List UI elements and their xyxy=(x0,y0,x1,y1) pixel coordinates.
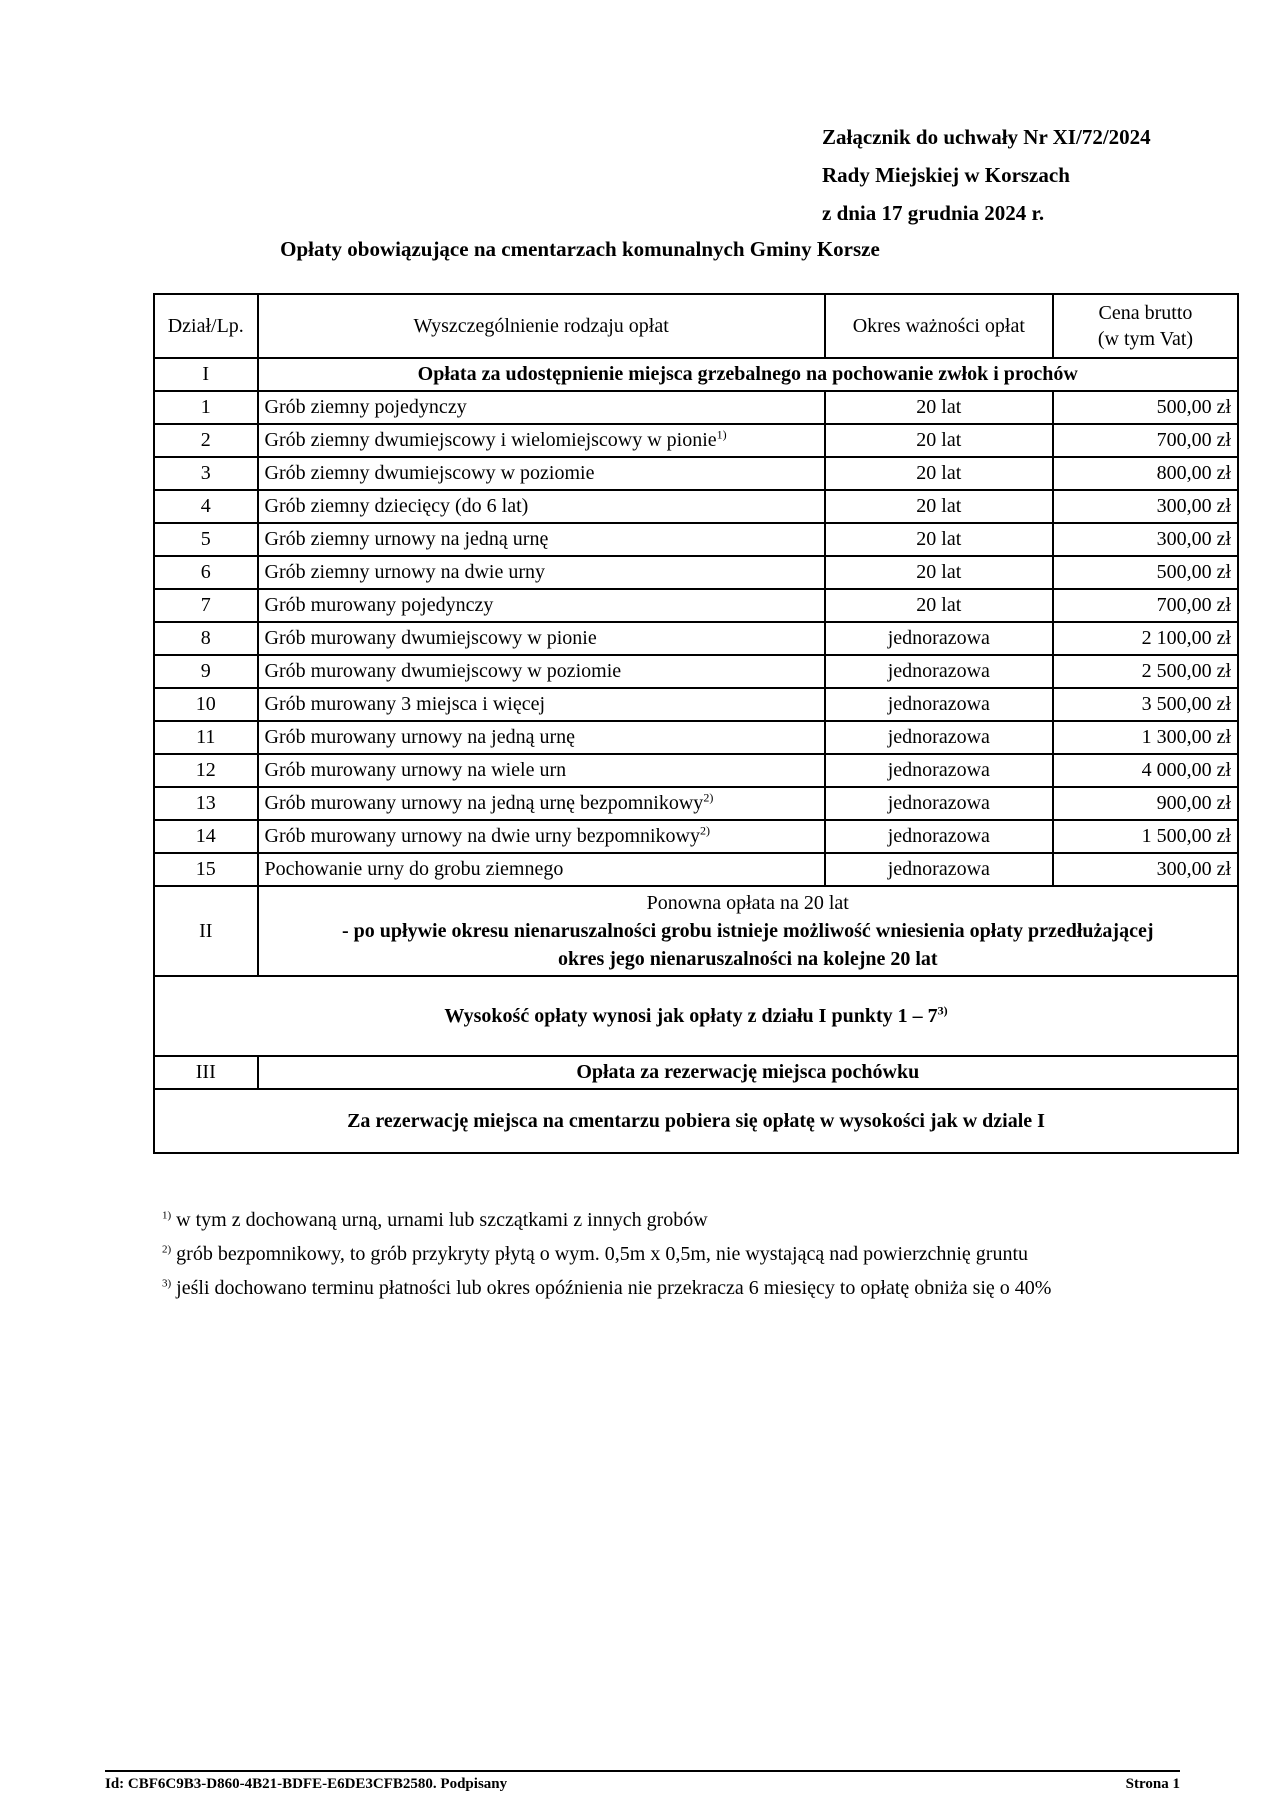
resolution-header xyxy=(822,118,1151,232)
footnote-item xyxy=(162,1237,1051,1271)
header-validity-period: Okres ważności opłat xyxy=(825,294,1053,358)
row-description-text: Grób murowany dwumiejscowy w poziomie xyxy=(264,660,622,682)
header-line-1: Załącznik do uchwały Nr XI/72/2024 xyxy=(822,125,1151,149)
row-price: 2 500,00 zł xyxy=(1053,655,1238,688)
section-2-line-1: Ponowna opłata na 20 lat xyxy=(646,892,849,914)
table-row xyxy=(154,655,1238,688)
footer-divider xyxy=(105,1770,1180,1772)
table-row xyxy=(154,457,1238,490)
row-price: 500,00 zł xyxy=(1053,556,1238,589)
table-row xyxy=(154,523,1238,556)
row-footnote-mark: 2) xyxy=(703,790,714,805)
row-description xyxy=(258,457,825,490)
row-description-text: Grób ziemny dwumiejscowy i wielomiejscowy w pionie xyxy=(264,429,717,451)
footnote-mark: 3) xyxy=(162,1277,172,1290)
row-validity-period: jednorazowa xyxy=(825,655,1053,688)
header-price-line-2: (w tym Vat) xyxy=(1097,328,1194,350)
row-price: 900,00 zł xyxy=(1053,787,1238,820)
row-price: 1 300,00 zł xyxy=(1053,721,1238,754)
section-2-number: II xyxy=(154,886,258,976)
row-description xyxy=(258,523,825,556)
row-price: 300,00 zł xyxy=(1053,853,1238,886)
header-line-3: z dnia 17 grudnia 2024 r. xyxy=(822,201,1045,225)
footnote-mark: 2) xyxy=(162,1243,172,1256)
table-row xyxy=(154,688,1238,721)
table-row xyxy=(154,820,1238,853)
row-validity-period: jednorazowa xyxy=(825,853,1053,886)
row-validity-period: jednorazowa xyxy=(825,721,1053,754)
footnotes xyxy=(162,1203,1051,1305)
row-price: 3 500,00 zł xyxy=(1053,688,1238,721)
row-price: 700,00 zł xyxy=(1053,589,1238,622)
row-description xyxy=(258,787,825,820)
section-2-note-footnote-mark: 3) xyxy=(937,1002,948,1017)
row-validity-period: jednorazowa xyxy=(825,787,1053,820)
table-row xyxy=(154,622,1238,655)
row-validity-period: jednorazowa xyxy=(825,754,1053,787)
fees-table xyxy=(153,293,1239,1154)
table-row xyxy=(154,490,1238,523)
table-row xyxy=(154,754,1238,787)
section-2-line-3: okres jego nienaruszalności na kolejne 20 lat xyxy=(557,948,938,970)
row-description-text: Grób murowany pojedynczy xyxy=(264,594,494,616)
row-description-text: Grób murowany urnowy na jedną urnę bezpomnikowy xyxy=(264,792,704,814)
section-3-note-row xyxy=(154,1089,1238,1153)
table-row xyxy=(154,589,1238,622)
row-validity-period: 20 lat xyxy=(825,556,1053,589)
row-validity-period: 20 lat xyxy=(825,490,1053,523)
row-description xyxy=(258,424,825,457)
row-number: 11 xyxy=(154,721,258,754)
footnote-mark: 1) xyxy=(162,1209,172,1222)
row-description xyxy=(258,754,825,787)
row-number: 15 xyxy=(154,853,258,886)
row-number: 12 xyxy=(154,754,258,787)
row-description-text: Pochowanie urny do grobu ziemnego xyxy=(264,858,564,880)
row-number: 6 xyxy=(154,556,258,589)
row-description-text: Grób murowany urnowy na jedną urnę xyxy=(264,726,575,748)
row-description xyxy=(258,655,825,688)
row-number: 1 xyxy=(154,391,258,424)
row-description-text: Grób ziemny dziecięcy (do 6 lat) xyxy=(264,495,529,517)
document-title: Opłaty obowiązujące na cmentarzach komunalnych Gminy Korsze xyxy=(280,237,880,261)
row-number: 10 xyxy=(154,688,258,721)
row-validity-period: 20 lat xyxy=(825,457,1053,490)
row-price: 300,00 zł xyxy=(1053,490,1238,523)
row-description-text: Grób murowany 3 miejsca i więcej xyxy=(264,693,545,715)
row-price: 4 000,00 zł xyxy=(1053,754,1238,787)
footer-document-id: Id: CBF6C9B3-D860-4B21-BDFE-E6DE3CFB2580. Podpisany xyxy=(105,1776,508,1792)
row-description-text: Grób murowany urnowy na wiele urn xyxy=(264,759,567,781)
row-description-text: Grób ziemny pojedynczy xyxy=(264,396,467,418)
row-validity-period: jednorazowa xyxy=(825,688,1053,721)
table-header-row xyxy=(154,294,1238,358)
section-2-note-row xyxy=(154,976,1238,1056)
row-validity-period: 20 lat xyxy=(825,424,1053,457)
footer-page-number: Strona 1 xyxy=(1125,1776,1180,1792)
section-1-row xyxy=(154,358,1238,391)
row-number: 4 xyxy=(154,490,258,523)
footnote-item xyxy=(162,1203,1051,1237)
table-row xyxy=(154,391,1238,424)
section-3-number: III xyxy=(154,1056,258,1089)
row-number: 5 xyxy=(154,523,258,556)
table-row xyxy=(154,853,1238,886)
row-description xyxy=(258,622,825,655)
footnote-text: jeśli dochowano terminu płatności lub okres opóźnienia nie przekracza 6 miesięcy to opłatę obniża się o 40% xyxy=(171,1277,1052,1299)
table-row xyxy=(154,556,1238,589)
footnote-text: grób bezpomnikowy, to grób przykryty płytą o wym. 0,5m x 0,5m, nie wystającą nad powierzchnię gruntu xyxy=(171,1243,1029,1265)
row-footnote-mark: 1) xyxy=(716,427,727,442)
row-description xyxy=(258,721,825,754)
row-price: 500,00 zł xyxy=(1053,391,1238,424)
section-2-row xyxy=(154,886,1238,976)
row-description xyxy=(258,589,825,622)
row-price: 1 500,00 zł xyxy=(1053,820,1238,853)
section-1-label: Opłata za udostępnienie miejsca grzebalnego na pochowanie zwłok i prochów xyxy=(258,358,1238,391)
row-number: 8 xyxy=(154,622,258,655)
row-price: 300,00 zł xyxy=(1053,523,1238,556)
section-2-note xyxy=(154,976,1238,1056)
header-section-number: Dział/Lp. xyxy=(154,294,258,358)
section-3-label: Opłata za rezerwację miejsca pochówku xyxy=(258,1056,1238,1089)
row-number: 2 xyxy=(154,424,258,457)
section-3-row xyxy=(154,1056,1238,1089)
row-footnote-mark: 2) xyxy=(700,823,710,838)
row-price: 800,00 zł xyxy=(1053,457,1238,490)
section-2-line-2: - po upływie okresu nienaruszalności grobu istnieje możliwość wniesienia opłaty przedłużającej xyxy=(342,920,1154,942)
row-description xyxy=(258,820,825,853)
section-2-description xyxy=(258,886,1238,976)
row-description xyxy=(258,391,825,424)
row-validity-period: jednorazowa xyxy=(825,820,1053,853)
section-1-number: I xyxy=(154,358,258,391)
row-number: 14 xyxy=(154,820,258,853)
row-description xyxy=(258,853,825,886)
section-2-note-text: Wysokość opłaty wynosi jak opłaty z działu I punkty 1 – 7 xyxy=(444,1004,938,1027)
row-description xyxy=(258,556,825,589)
header-description: Wyszczególnienie rodzaju opłat xyxy=(258,294,825,358)
row-description-text: Grób ziemny urnowy na dwie urny xyxy=(264,561,546,583)
row-description-text: Grób murowany dwumiejscowy w pionie xyxy=(264,627,597,649)
row-description-text: Grób murowany urnowy na dwie urny bezpomnikowy xyxy=(264,825,700,847)
table-row xyxy=(154,787,1238,820)
table-row xyxy=(154,424,1238,457)
section-3-note: Za rezerwację miejsca na cmentarzu pobiera się opłatę w wysokości jak w dziale I xyxy=(154,1089,1238,1153)
row-number: 7 xyxy=(154,589,258,622)
row-validity-period: 20 lat xyxy=(825,391,1053,424)
row-validity-period: jednorazowa xyxy=(825,622,1053,655)
row-description-text: Grób ziemny dwumiejscowy w poziomie xyxy=(264,462,595,484)
row-validity-period: 20 lat xyxy=(825,523,1053,556)
row-number: 13 xyxy=(154,787,258,820)
header-price xyxy=(1053,294,1238,358)
row-number: 3 xyxy=(154,457,258,490)
row-description xyxy=(258,688,825,721)
row-price: 2 100,00 zł xyxy=(1053,622,1238,655)
row-description xyxy=(258,490,825,523)
row-description-text: Grób ziemny urnowy na jedną urnę xyxy=(264,528,549,550)
row-number: 9 xyxy=(154,655,258,688)
row-validity-period: 20 lat xyxy=(825,589,1053,622)
header-line-2: Rady Miejskiej w Korszach xyxy=(822,163,1070,187)
header-price-line-1: Cena brutto xyxy=(1098,302,1193,324)
table-row xyxy=(154,721,1238,754)
footnote-item xyxy=(162,1271,1051,1305)
row-price: 700,00 zł xyxy=(1053,424,1238,457)
document-title-wrapper xyxy=(0,237,1280,262)
footnote-text: w tym z dochowaną urną, urnami lub szczątkami z innych grobów xyxy=(171,1209,708,1231)
